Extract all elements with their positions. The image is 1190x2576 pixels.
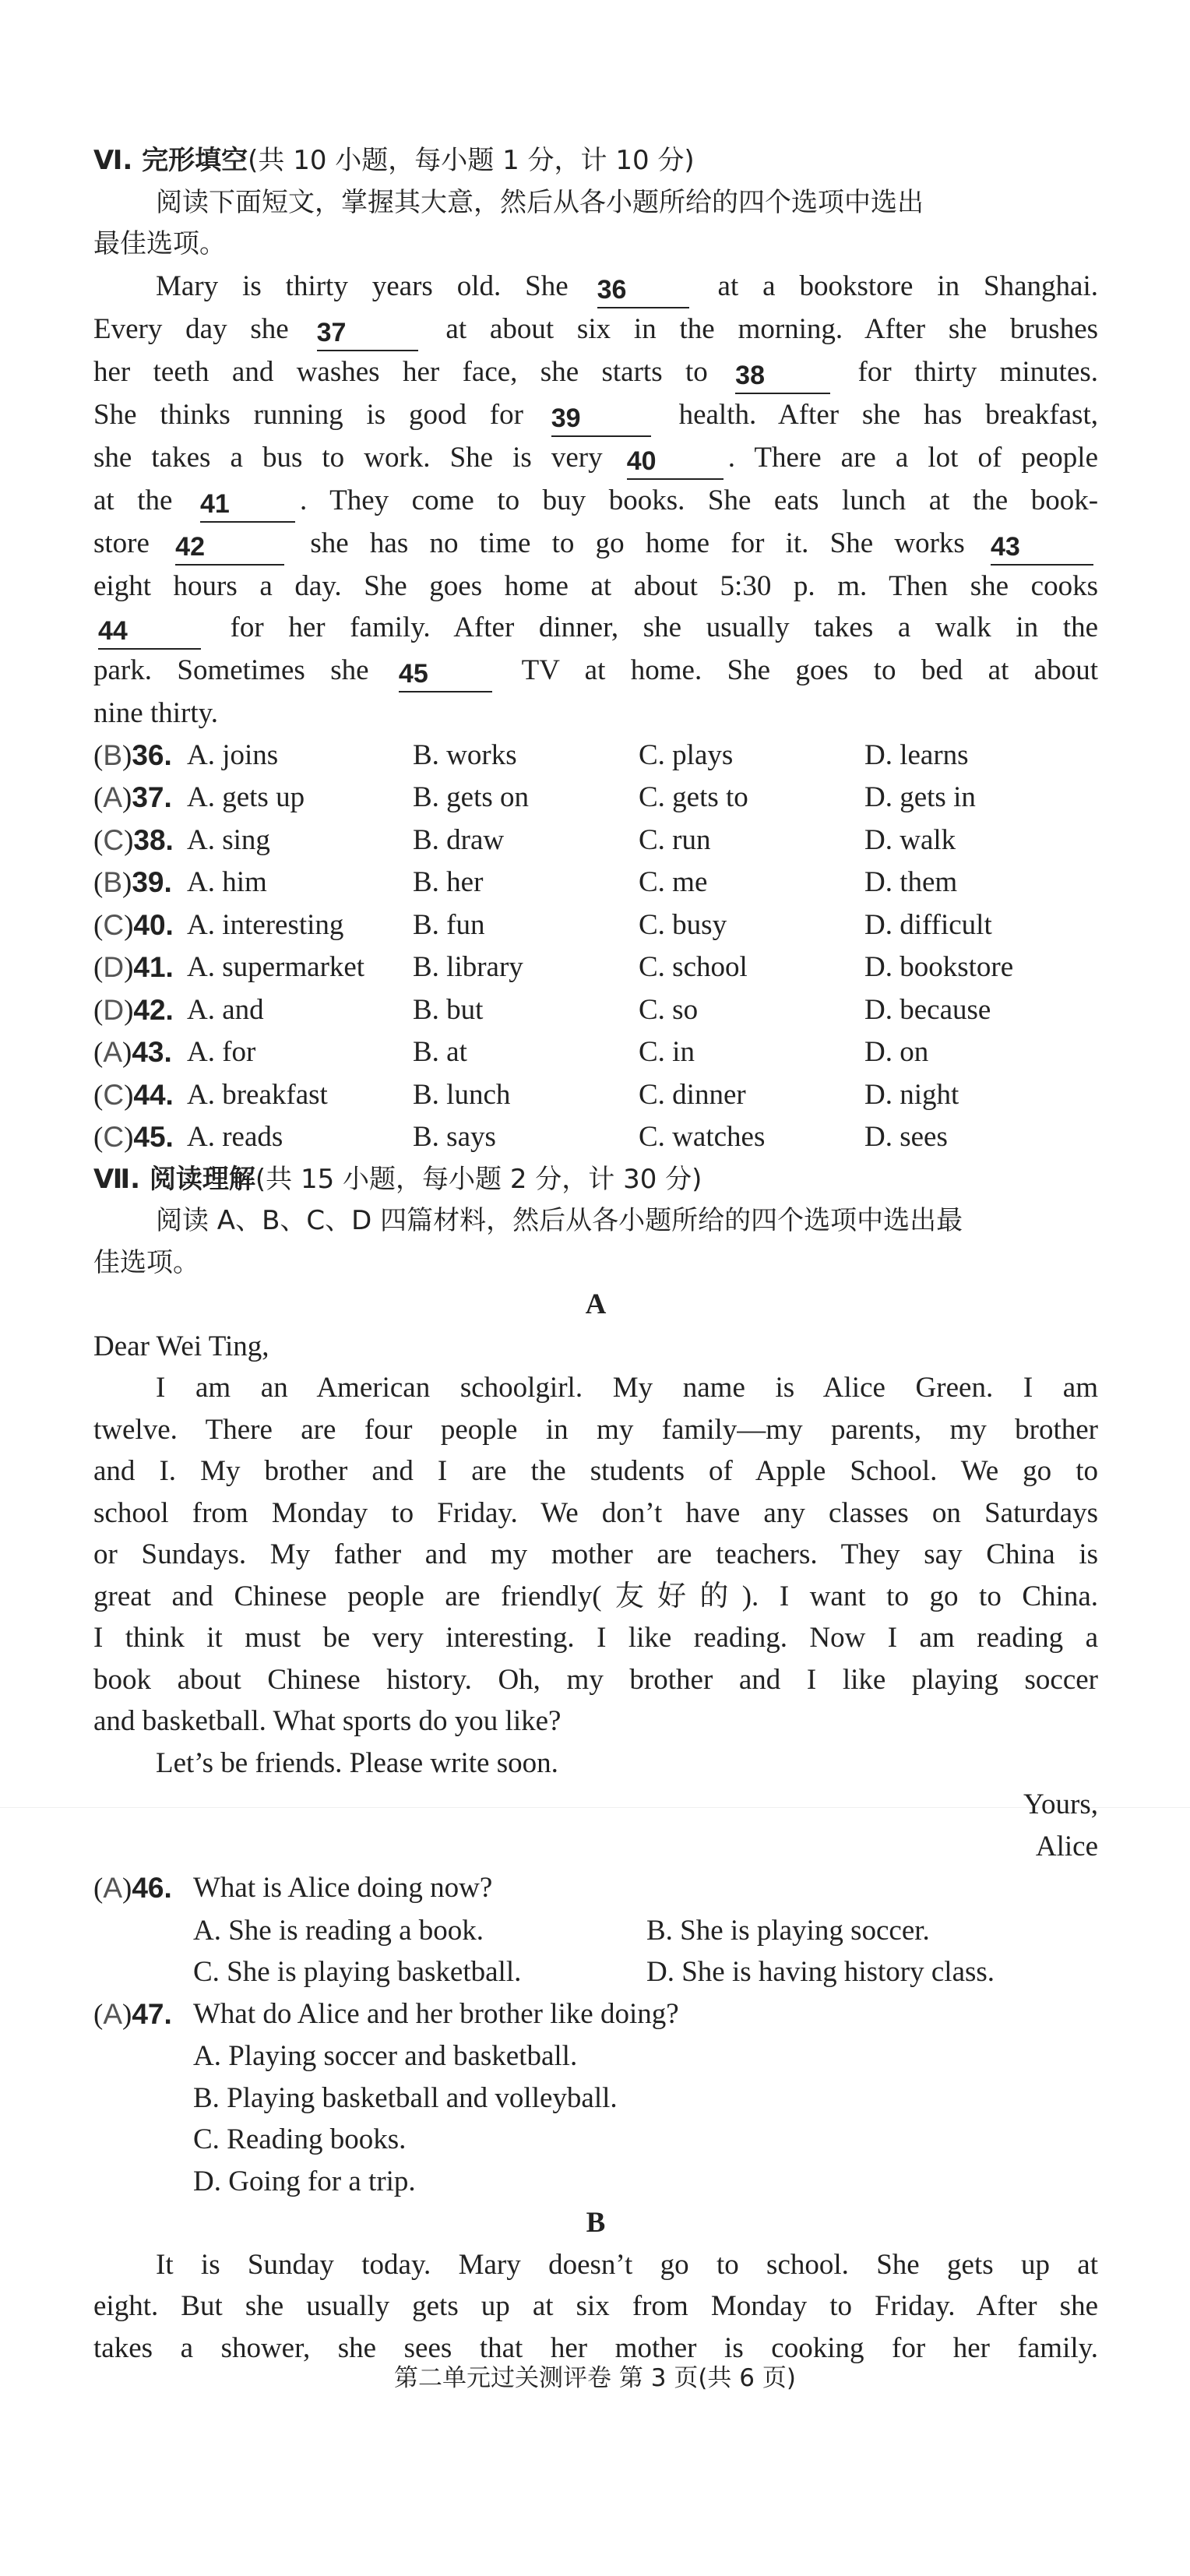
- question-number: 36.: [132, 738, 172, 771]
- handwritten-answer: A: [103, 1872, 123, 1904]
- option-a: A. for: [187, 1036, 256, 1068]
- passage-b-line: eight. But she usually gets up at six from Monday to Friday. After she: [93, 2290, 1098, 2322]
- option-d: D. learns: [864, 738, 969, 771]
- letter-line: I am an American schoolgirl. My name is Alice Green. I am: [156, 1372, 1098, 1404]
- letter-line: and basketball. What sports do you like?: [93, 1705, 562, 1737]
- handwritten-answer: A: [103, 1036, 123, 1068]
- exam-page: [93, 140, 1098, 2369]
- handwritten-answer: C: [103, 1121, 125, 1153]
- letter-line: twelve. There are four people in my family—my parents, my brother: [93, 1413, 1098, 1446]
- option-c: C. plays: [639, 738, 734, 771]
- option-c: C. watches: [639, 1121, 766, 1153]
- answer-cell: (C)38.: [93, 823, 174, 857]
- question-number: 42.: [133, 993, 174, 1026]
- question-row: [93, 862, 1098, 904]
- passage-line: her teeth and washes her face, she starts to 38 for thirty minutes.: [93, 351, 1098, 394]
- question-row: [93, 989, 1098, 1032]
- letter-sign-off: Yours,: [1023, 1788, 1098, 1820]
- question-number: 38.: [133, 823, 174, 856]
- question-number: 43.: [132, 1036, 172, 1068]
- option-a: A. supermarket: [187, 951, 365, 983]
- answer-cell: (C)45.: [93, 1121, 174, 1154]
- option-b: B. but: [413, 993, 484, 1026]
- option-b: B. Playing basketball and volleyball.: [193, 2081, 618, 2114]
- blank-36: 36: [597, 274, 689, 308]
- option-b: B. draw: [413, 823, 505, 856]
- passage-line: She thinks running is good for 39 health. After she has breakfast,: [93, 394, 1098, 437]
- passage-b-line: It is Sunday today. Mary doesn’t go to school. She gets up at: [156, 2248, 1098, 2281]
- letter-line: or Sundays. My father and my mother are teachers. They say China is: [93, 1538, 1098, 1570]
- question-number: 46.: [132, 1872, 172, 1904]
- option-c: C. school: [639, 951, 748, 983]
- question-text: What is Alice doing now?: [193, 1872, 493, 1904]
- option-c: C. gets to: [639, 781, 748, 813]
- letter-closing: Let’s be friends. Please write soon.: [156, 1746, 558, 1779]
- question-text: What do Alice and her brother like doing?: [193, 1997, 679, 2030]
- blank-39: 39: [551, 403, 651, 437]
- option-d: D. on: [864, 1036, 929, 1068]
- option-b: B. gets on: [413, 781, 530, 813]
- section7-instruction-cont: 佳选项。: [93, 1246, 199, 1278]
- answer-cell: (C)44.: [93, 1078, 174, 1112]
- question-number: 47.: [132, 1997, 172, 2030]
- option-b: B. fun: [413, 908, 485, 941]
- page-footer: 第二单元过关测评卷 第 3 页(共 6 页): [394, 2364, 796, 2392]
- passage-line: park. Sometimes she 45 TV at home. She goes to bed at about: [93, 650, 1098, 692]
- question-row: [93, 1031, 1098, 1074]
- option-b: B. says: [413, 1121, 496, 1153]
- section7-meta: (共 15 小题，每小题 2 分，计 30 分): [255, 1163, 702, 1195]
- section7-heading: [93, 1159, 1098, 1201]
- passage-line: eight hours a day. She goes home at about 5:30 p. m. Then she cooks: [93, 569, 1098, 602]
- question-row: [93, 904, 1098, 947]
- passage-line: Every day she 37 at about six in the morning. After she brushes: [93, 308, 1098, 351]
- blank-43: 43: [991, 531, 1093, 566]
- handwritten-answer: A: [103, 781, 123, 813]
- section6-heading: [93, 140, 1098, 182]
- question-number: 44.: [133, 1078, 174, 1111]
- answer-cell: (A)47.: [93, 1997, 172, 2031]
- option-c: C. in: [639, 1036, 695, 1068]
- passage-line: at the 41 . They come to buy books. She eats lunch at the book-: [93, 480, 1098, 523]
- cloze-options: [93, 735, 1098, 1159]
- question-47-stem: [93, 1993, 1098, 2036]
- passage-b-line: takes a shower, she sees that her mother is cooking for her family.: [93, 2331, 1098, 2364]
- handwritten-answer: C: [103, 908, 125, 941]
- answer-cell: (C)40.: [93, 908, 174, 942]
- passage-a-label: A: [585, 1288, 607, 1320]
- option-a: A. joins: [187, 738, 279, 771]
- option-b: B. works: [413, 738, 517, 771]
- letter-line: I think it must be very interesting. I like reading. Now I am reading a: [93, 1622, 1098, 1654]
- letter-line: great and Chinese people are friendly(友好的). I want to go to China.: [93, 1580, 1098, 1612]
- option-a: A. interesting: [187, 908, 344, 941]
- question-row: [93, 1116, 1098, 1159]
- blank-37: 37: [317, 317, 418, 351]
- option-b: B. library: [413, 951, 523, 983]
- letter-greeting: Dear Wei Ting,: [93, 1330, 269, 1362]
- option-d: D. night: [864, 1078, 959, 1111]
- passage-line: store 42 she has no time to go home for it. She works 43: [93, 523, 1098, 566]
- option-d: D. bookstore: [864, 951, 1014, 983]
- handwritten-answer: A: [103, 1997, 123, 2030]
- handwritten-answer: D: [103, 993, 125, 1026]
- option-d: D. them: [864, 866, 958, 898]
- section6-meta: (共 10 小题，每小题 1 分，计 10 分): [248, 145, 695, 176]
- option-b: B. She is playing soccer.: [646, 1914, 930, 1947]
- blank-42: 42: [175, 531, 284, 566]
- letter-line: book about Chinese history. Oh, my brother and I like playing soccer: [93, 1663, 1098, 1696]
- option-a: A. Playing soccer and basketball.: [193, 2040, 578, 2072]
- option-a: A. She is reading a book.: [193, 1914, 484, 1947]
- letter-line: and I. My brother and I are the students of Apple School. We go to: [93, 1455, 1098, 1487]
- section6-title: Ⅵ. 完形填空: [93, 145, 248, 176]
- handwritten-answer: B: [103, 866, 123, 898]
- section7-instruction: 阅读 A、B、C、D 四篇材料，然后从各小题所给的四个选项中选出最: [156, 1205, 963, 1236]
- question-number: 45.: [133, 1121, 174, 1153]
- option-a: A. and: [187, 993, 264, 1026]
- passage-line: nine thirty.: [93, 697, 218, 729]
- question-row: [93, 946, 1098, 989]
- question-46-options: [93, 1910, 1098, 1993]
- answer-cell: (D)42.: [93, 993, 174, 1027]
- passage-b-label: B: [586, 2207, 606, 2239]
- blank-44: 44: [98, 615, 201, 650]
- answer-cell: (B)36.: [93, 738, 172, 772]
- option-b: B. at: [413, 1036, 467, 1068]
- blank-38: 38: [735, 360, 830, 394]
- question-number: 37.: [132, 781, 172, 813]
- answer-cell: (A)46.: [93, 1872, 172, 1905]
- blank-41: 41: [200, 488, 295, 523]
- option-d: D. difficult: [864, 908, 992, 941]
- option-c: C. She is playing basketball.: [193, 1956, 522, 1988]
- answer-cell: (B)39.: [93, 866, 172, 899]
- question-row: [93, 1074, 1098, 1117]
- handwritten-answer: C: [103, 1078, 125, 1111]
- option-d: D. because: [864, 993, 991, 1026]
- answer-cell: (A)43.: [93, 1036, 172, 1069]
- option-c: C. me: [639, 866, 708, 898]
- question-47-options: [93, 2035, 1098, 2202]
- option-d: D. gets in: [864, 781, 976, 813]
- question-row: [93, 777, 1098, 819]
- option-d: D. She is having history class.: [646, 1956, 995, 1988]
- handwritten-answer: B: [103, 738, 123, 771]
- option-d: D. sees: [864, 1121, 948, 1153]
- option-c: C. so: [639, 993, 699, 1026]
- question-number: 39.: [132, 866, 172, 898]
- passage-line: Mary is thirty years old. She 36 at a bookstore in Shanghai.: [93, 266, 1098, 308]
- question-number: 40.: [133, 908, 174, 941]
- option-c: C. run: [639, 823, 711, 856]
- option-a: A. breakfast: [187, 1078, 328, 1111]
- option-d: D. Going for a trip.: [193, 2165, 416, 2197]
- answer-cell: (A)37.: [93, 781, 172, 814]
- passage-line: she takes a bus to work. She is very 40 . There are a lot of people: [93, 437, 1098, 480]
- section7-title: Ⅶ. 阅读理解: [93, 1163, 255, 1195]
- passage-line: 44 for her family. After dinner, she usually takes a walk in the: [93, 607, 1098, 650]
- option-a: A. sing: [187, 823, 270, 856]
- question-number: 41.: [133, 951, 174, 983]
- option-c: C. dinner: [639, 1078, 746, 1111]
- option-a: A. reads: [187, 1121, 283, 1153]
- answer-cell: (D)41.: [93, 951, 174, 984]
- option-c: C. busy: [639, 908, 727, 941]
- question-46-stem: [93, 1867, 1098, 1910]
- option-c: C. Reading books.: [193, 2123, 407, 2155]
- handwritten-answer: C: [103, 823, 125, 856]
- option-d: D. walk: [864, 823, 956, 856]
- blank-45: 45: [399, 658, 492, 692]
- letter-signature: Alice: [1035, 1830, 1098, 1862]
- option-b: B. her: [413, 866, 484, 898]
- letter-line: school from Monday to Friday. We don’t have any classes on Saturdays: [93, 1496, 1098, 1529]
- question-row: [93, 735, 1098, 777]
- handwritten-answer: D: [103, 951, 125, 983]
- question-row: [93, 819, 1098, 862]
- option-b: B. lunch: [413, 1078, 511, 1111]
- section6-instruction: 阅读下面短文，掌握其大意，然后从各小题所给的四个选项中选出: [156, 186, 924, 218]
- option-a: A. gets up: [187, 781, 305, 813]
- blank-40: 40: [627, 446, 724, 480]
- option-a: A. him: [187, 866, 267, 898]
- section6-instruction-cont: 最佳选项。: [93, 228, 226, 259]
